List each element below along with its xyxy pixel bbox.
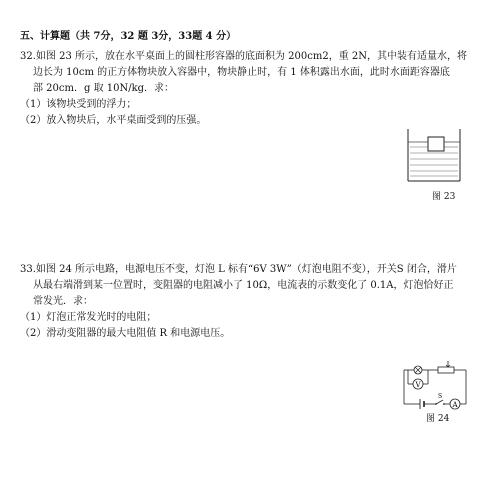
rheostat-icon [438,361,454,373]
q33-line-3: 常发光．求： [33,296,93,307]
figure-23-container-diagram [400,125,470,185]
q32-line-3: 部 20cm．g 取 10N/kg．求： [33,83,175,94]
figure-24-circuit-diagram [396,358,476,410]
cube-block [428,137,444,151]
svg-text:S: S [437,393,443,400]
figure-24-caption: 图 24 [426,414,450,424]
q32-line-1: 32.如图 23 所示，放在水平桌面上的圆柱形容器的底面积为 200cm2，重 2N，其中装有适量水，将 [20,51,467,62]
figure-23-caption: 图 23 [432,192,456,202]
q33-sub-question-2: （2）滑动变阻器的最大电阻值 R 和电源电压。 [20,328,231,339]
q32-line-2: 边长为 10cm 的正方体物块放入容器中，物块静止时，有 1 体积露出水面，此时水面距容器底 [33,67,450,78]
q33-line-2: 从最右端滑到某一位置时，变阻器的电阻减小了 10Ω，电流表的示数变化了 0.1A，灯泡恰好正 [33,280,454,291]
svg-text:A: A [452,401,458,409]
switch-icon [435,393,445,405]
lamp-icon [414,366,422,374]
ammeter-icon [450,399,460,409]
section-title: 五、计算题（共 7分，32 题 3分，33题 4 分） [20,31,237,42]
voltmeter-icon [413,379,423,389]
q33-line-1: 33.如图 24 所示电路，电源电压不变，灯泡 L 标有“6V 3W”（灯泡电阻不变），开关S 闭合，滑片 [20,264,457,275]
q32-sub-question-2: （2）放入物块后，水平桌面受到的压强。 [20,115,207,126]
svg-text:V: V [415,381,421,389]
q32-sub-question-1: （1）该物块受到的浮力； [20,99,137,110]
battery-icon [420,399,424,409]
q33-sub-question-1: （1）灯泡正常发光时的电阻； [20,312,157,323]
